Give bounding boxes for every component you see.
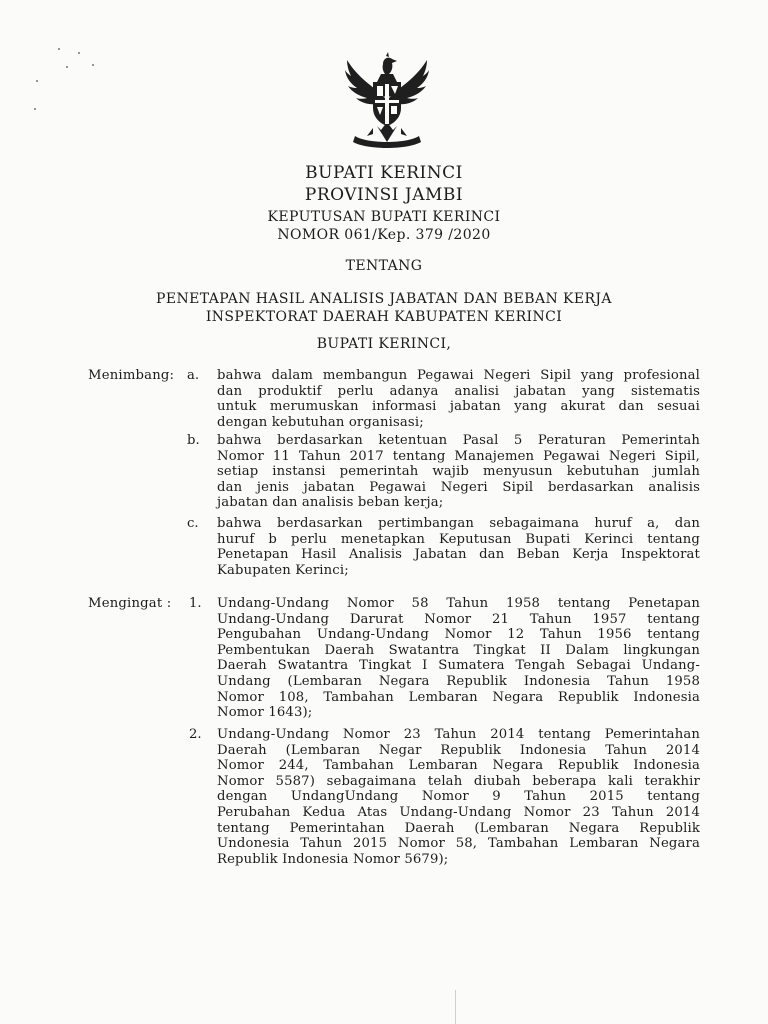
item-marker: 2. <box>189 727 202 742</box>
text-line: Pengubahan Undang-Undang Nomor 12 Tahun 1956 tentang <box>217 627 700 643</box>
item-marker: a. <box>187 368 200 383</box>
text-line: dan produktif perlu adanya analisi jabatan yang sistematis <box>217 383 700 399</box>
text-line: Kabupaten Kerinci; <box>217 562 349 578</box>
mengingat-label: Mengingat : <box>88 596 172 611</box>
text-line: setiap instansi pemerintah wajib menyusun kebutuhan jumlah <box>217 464 700 480</box>
item-marker: c. <box>187 516 199 531</box>
province-title: PROVINSI JAMBI <box>304 185 464 205</box>
about-heading: TENTANG <box>345 258 423 274</box>
text-line: bahwa dalam membangun Pegawai Negeri Sipil yang profesional <box>217 368 700 383</box>
garuda-emblem-icon <box>343 52 431 150</box>
text-line: bahwa berdasarkan pertimbangan sebagaimana huruf a, dan <box>217 516 700 531</box>
decree-number: NOMOR 061/Kep. 379 /2020 <box>277 227 491 243</box>
text-line: Undang (Lembaran Negara Republik Indonesia Tahun 1958 <box>217 673 700 689</box>
issuer-signature-heading: BUPATI KERINCI, <box>316 336 452 352</box>
text-line: tentang Pemerintahan Daerah (Lembaran Negara Republik <box>217 820 700 836</box>
item-marker: b. <box>187 433 200 448</box>
mengingat-item-1 <box>217 596 700 721</box>
subject-line-1: PENETAPAN HASIL ANALISIS JABATAN DAN BEBAN KERJA <box>156 291 612 307</box>
text-line: Nomor 244, Tambahan Lembaran Negara Republik Indonesia <box>217 758 700 774</box>
text-line: Nomor 108, Tambahan Lembaran Negara Republik Indonesia <box>217 689 700 705</box>
decree-type: KEPUTUSAN BUPATI KERINCI <box>267 209 501 225</box>
text-line: Undonesia Tahun 2015 Nomor 58, Tambahan Lembaran Negara <box>217 836 700 852</box>
text-line: Nomor 11 Tahun 2017 tentang Manajemen Pegawai Negeri Sipil, <box>217 448 700 464</box>
text-line: untuk merumuskan informasi jabatan yang akurat dan sesuai <box>217 399 700 415</box>
menimbang-item-b <box>217 433 700 511</box>
text-line: dan jenis jabatan Pegawai Negeri Sipil berdasarkan analisis <box>217 479 700 495</box>
text-line: Nomor 5587) sebagaimana telah diubah beberapa kali terakhir <box>217 773 700 789</box>
text-line: Daerah (Lembaran Negar Republik Indonesia Tahun 2014 <box>217 742 700 758</box>
menimbang-label: Menimbang: <box>88 368 175 383</box>
subject-line-2: INSPEKTORAT DAERAH KABUPATEN KERINCI <box>205 309 563 325</box>
menimbang-item-c <box>217 516 700 578</box>
text-line: dengan UndangUndang Nomor 9 Tahun 2015 tentang <box>217 789 700 805</box>
page-fold-line <box>455 990 456 1024</box>
text-line: Penetapan Hasil Analisis Jabatan dan Beban Kerja Inspektorat <box>217 547 700 563</box>
text-line: Pembentukan Daerah Swatantra Tingkat II Dalam lingkungan <box>217 642 700 658</box>
text-line: dengan kebutuhan organisasi; <box>217 414 424 430</box>
text-line: huruf b perlu menetapkan Keputusan Bupati Kerinci tentang <box>217 531 700 547</box>
menimbang-item-a <box>217 368 700 430</box>
text-line: Undang-Undang Nomor 58 Tahun 1958 tentang Penetapan <box>217 596 700 611</box>
issuer-title: BUPATI KERINCI <box>305 163 463 183</box>
text-line: Perubahan Kedua Atas Undang-Undang Nomor 23 Tahun 2014 <box>217 804 700 820</box>
text-line: Nomor 1643); <box>217 705 313 721</box>
text-line: Daerah Swatantra Tingkat I Sumatera Tengah Sebagai Undang- <box>217 658 700 674</box>
text-line: Undang-Undang Nomor 23 Tahun 2014 tentang Pemerintahan <box>217 727 700 742</box>
text-line: bahwa berdasarkan ketentuan Pasal 5 Peraturan Pemerintah <box>217 433 700 448</box>
text-line: Republik Indonesia Nomor 5679); <box>217 851 449 867</box>
item-marker: 1. <box>189 596 202 611</box>
text-line: jabatan dan analisis beban kerja; <box>217 495 444 511</box>
text-line: Undang-Undang Darurat Nomor 21 Tahun 1957 tentang <box>217 611 700 627</box>
mengingat-item-2 <box>217 727 700 867</box>
